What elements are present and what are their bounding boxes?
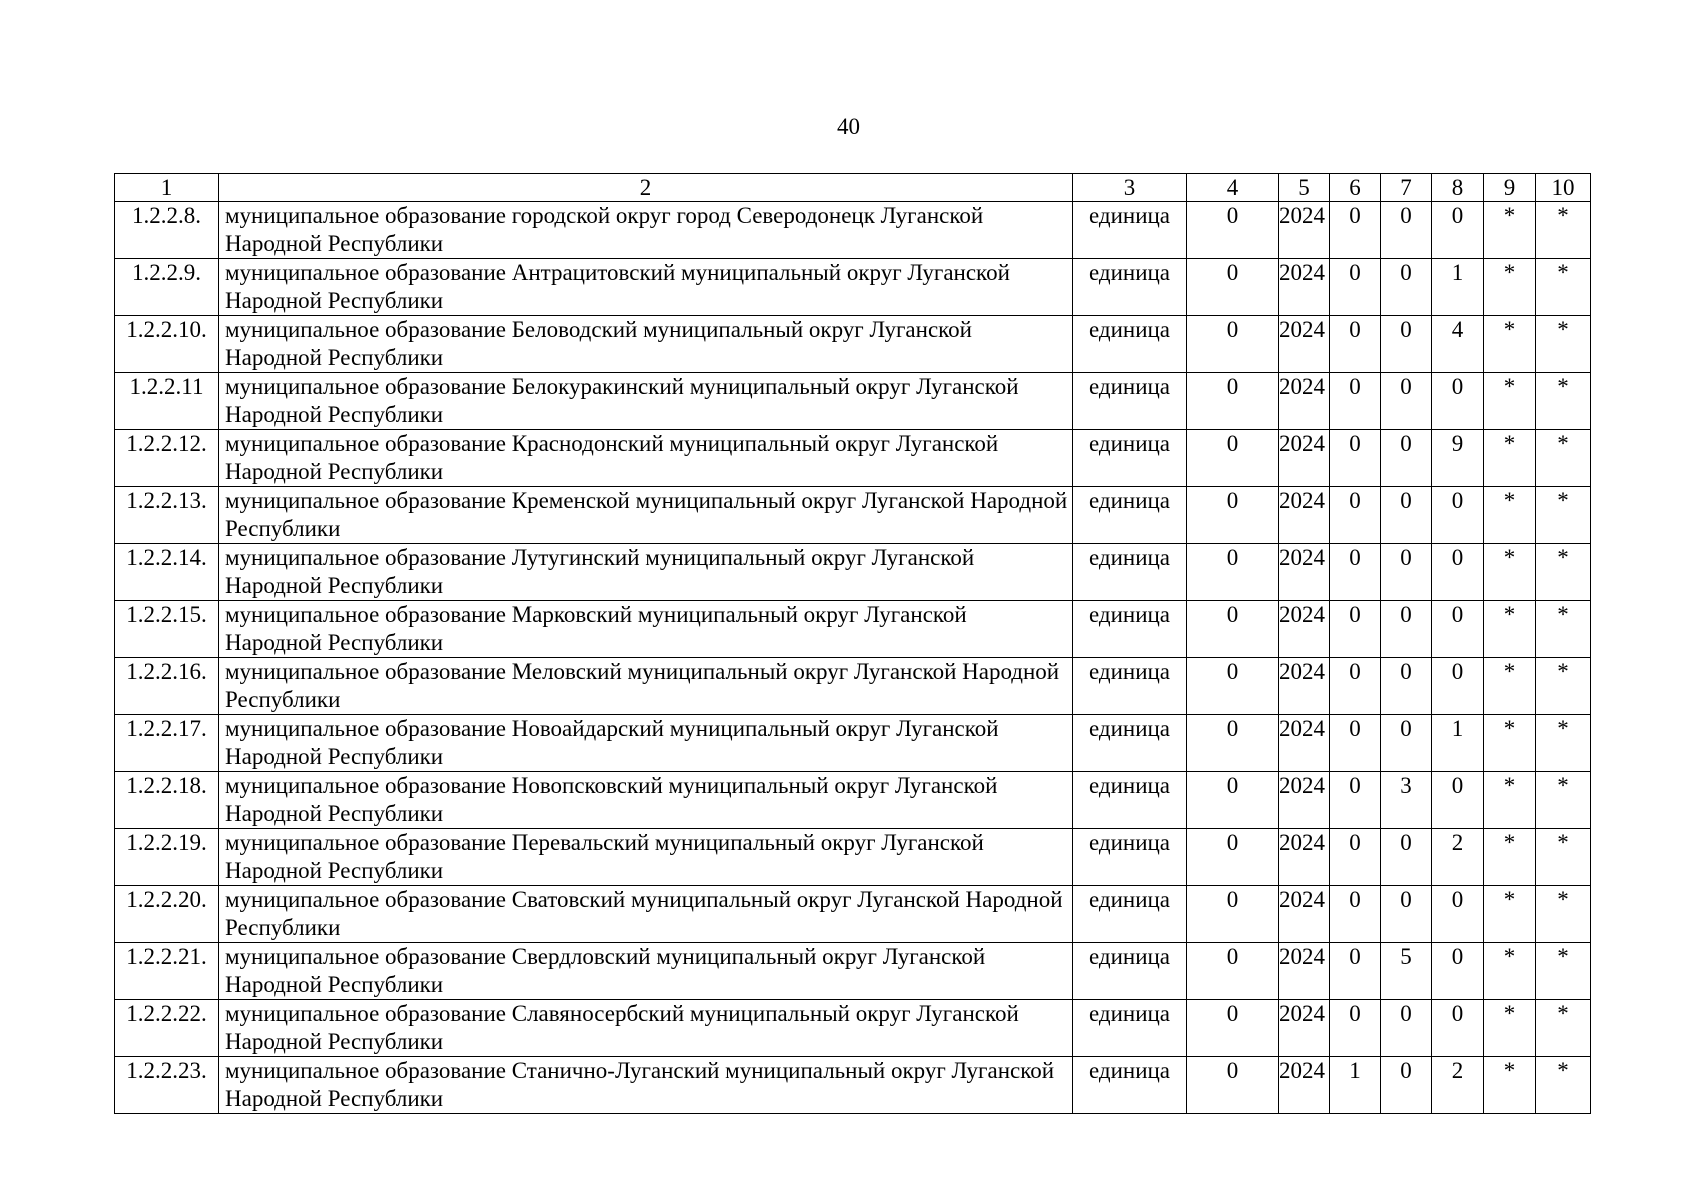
name-cell: муниципальное образование Новоайдарский муниципальный округ Луганской Народной Республики: [219, 715, 1073, 772]
code-cell: 1.2.2.9.: [115, 259, 219, 316]
unit-cell: единица: [1073, 487, 1187, 544]
base-value-cell: 0: [1187, 772, 1279, 829]
value-cell-10: *: [1536, 430, 1591, 487]
year-cell: 2024: [1279, 1057, 1330, 1114]
code-cell: 1.2.2.14.: [115, 544, 219, 601]
base-value-cell: 0: [1187, 430, 1279, 487]
value-cell-10: *: [1536, 373, 1591, 430]
value-cell-7: 0: [1381, 487, 1432, 544]
name-cell: муниципальное образование Белокуракинский муниципальный округ Луганской Народной Республики: [219, 373, 1073, 430]
code-cell: 1.2.2.8.: [115, 202, 219, 259]
base-value-cell: 0: [1187, 715, 1279, 772]
value-cell-6: 0: [1330, 601, 1381, 658]
value-cell-9: *: [1484, 772, 1536, 829]
value-cell-9: *: [1484, 430, 1536, 487]
code-cell: 1.2.2.20.: [115, 886, 219, 943]
code-cell: 1.2.2.15.: [115, 601, 219, 658]
value-cell-6: 0: [1330, 373, 1381, 430]
code-cell: 1.2.2.17.: [115, 715, 219, 772]
value-cell-10: *: [1536, 259, 1591, 316]
table-row: [115, 430, 1591, 487]
value-cell-10: *: [1536, 1057, 1591, 1114]
year-cell: 2024: [1279, 943, 1330, 1000]
base-value-cell: 0: [1187, 943, 1279, 1000]
value-cell-9: *: [1484, 316, 1536, 373]
value-cell-10: *: [1536, 772, 1591, 829]
value-cell-6: 0: [1330, 1000, 1381, 1057]
value-cell-9: *: [1484, 202, 1536, 259]
value-cell-9: *: [1484, 373, 1536, 430]
table-row: [115, 487, 1591, 544]
value-cell-7: 0: [1381, 715, 1432, 772]
value-cell-10: *: [1536, 601, 1591, 658]
table-row: [115, 886, 1591, 943]
value-cell-9: *: [1484, 1000, 1536, 1057]
base-value-cell: 0: [1187, 316, 1279, 373]
year-cell: 2024: [1279, 715, 1330, 772]
header-cell-8: 8: [1432, 174, 1484, 202]
unit-cell: единица: [1073, 373, 1187, 430]
value-cell-8: 4: [1432, 316, 1484, 373]
table-row: [115, 601, 1591, 658]
name-cell: муниципальное образование Перевальский муниципальный округ Луганской Народной Республики: [219, 829, 1073, 886]
year-cell: 2024: [1279, 259, 1330, 316]
year-cell: 2024: [1279, 1000, 1330, 1057]
unit-cell: единица: [1073, 1057, 1187, 1114]
year-cell: 2024: [1279, 373, 1330, 430]
code-cell: 1.2.2.21.: [115, 943, 219, 1000]
value-cell-6: 0: [1330, 316, 1381, 373]
header-row: [115, 174, 1591, 202]
value-cell-8: 0: [1432, 202, 1484, 259]
year-cell: 2024: [1279, 886, 1330, 943]
value-cell-7: 0: [1381, 1000, 1432, 1057]
base-value-cell: 0: [1187, 829, 1279, 886]
value-cell-7: 0: [1381, 544, 1432, 601]
value-cell-8: 0: [1432, 373, 1484, 430]
value-cell-9: *: [1484, 544, 1536, 601]
table-body: [115, 174, 1591, 1114]
unit-cell: единица: [1073, 1000, 1187, 1057]
name-cell: муниципальное образование Свердловский муниципальный округ Луганской Народной Республики: [219, 943, 1073, 1000]
value-cell-6: 0: [1330, 943, 1381, 1000]
name-cell: муниципальное образование Новопсковский муниципальный округ Луганской Народной Республики: [219, 772, 1073, 829]
table-row: [115, 316, 1591, 373]
table-row: [115, 1057, 1591, 1114]
value-cell-8: 1: [1432, 715, 1484, 772]
base-value-cell: 0: [1187, 1057, 1279, 1114]
name-cell: муниципальное образование Славяносербский муниципальный округ Луганской Народной Республики: [219, 1000, 1073, 1057]
value-cell-9: *: [1484, 829, 1536, 886]
name-cell: муниципальное образование Меловский муниципальный округ Луганской Народной Республики: [219, 658, 1073, 715]
value-cell-9: *: [1484, 259, 1536, 316]
value-cell-9: *: [1484, 1057, 1536, 1114]
table-row: [115, 373, 1591, 430]
value-cell-7: 0: [1381, 259, 1432, 316]
unit-cell: единица: [1073, 544, 1187, 601]
code-cell: 1.2.2.19.: [115, 829, 219, 886]
table-row: [115, 943, 1591, 1000]
value-cell-8: 0: [1432, 886, 1484, 943]
table-row: [115, 715, 1591, 772]
year-cell: 2024: [1279, 544, 1330, 601]
value-cell-8: 0: [1432, 658, 1484, 715]
value-cell-7: 0: [1381, 601, 1432, 658]
code-cell: 1.2.2.12.: [115, 430, 219, 487]
unit-cell: единица: [1073, 886, 1187, 943]
unit-cell: единица: [1073, 259, 1187, 316]
value-cell-8: 0: [1432, 1000, 1484, 1057]
value-cell-6: 0: [1330, 202, 1381, 259]
base-value-cell: 0: [1187, 487, 1279, 544]
unit-cell: единица: [1073, 430, 1187, 487]
name-cell: муниципальное образование Сватовский муниципальный округ Луганской Народной Республики: [219, 886, 1073, 943]
header-cell-4: 4: [1187, 174, 1279, 202]
value-cell-6: 0: [1330, 715, 1381, 772]
value-cell-6: 0: [1330, 430, 1381, 487]
unit-cell: единица: [1073, 601, 1187, 658]
code-cell: 1.2.2.23.: [115, 1057, 219, 1114]
value-cell-10: *: [1536, 316, 1591, 373]
value-cell-8: 9: [1432, 430, 1484, 487]
value-cell-9: *: [1484, 487, 1536, 544]
header-cell-10: 10: [1536, 174, 1591, 202]
value-cell-8: 0: [1432, 487, 1484, 544]
code-cell: 1.2.2.18.: [115, 772, 219, 829]
code-cell: 1.2.2.11: [115, 373, 219, 430]
value-cell-6: 0: [1330, 487, 1381, 544]
year-cell: 2024: [1279, 829, 1330, 886]
value-cell-9: *: [1484, 601, 1536, 658]
value-cell-7: 0: [1381, 886, 1432, 943]
value-cell-10: *: [1536, 1000, 1591, 1057]
base-value-cell: 0: [1187, 259, 1279, 316]
value-cell-8: 0: [1432, 943, 1484, 1000]
value-cell-7: 0: [1381, 1057, 1432, 1114]
base-value-cell: 0: [1187, 601, 1279, 658]
value-cell-10: *: [1536, 943, 1591, 1000]
value-cell-8: 2: [1432, 1057, 1484, 1114]
value-cell-6: 1: [1330, 1057, 1381, 1114]
year-cell: 2024: [1279, 658, 1330, 715]
value-cell-9: *: [1484, 943, 1536, 1000]
name-cell: муниципальное образование Краснодонский муниципальный округ Луганской Народной Республики: [219, 430, 1073, 487]
value-cell-10: *: [1536, 487, 1591, 544]
year-cell: 2024: [1279, 601, 1330, 658]
value-cell-7: 0: [1381, 829, 1432, 886]
header-cell-9: 9: [1484, 174, 1536, 202]
value-cell-10: *: [1536, 202, 1591, 259]
year-cell: 2024: [1279, 316, 1330, 373]
page-number: 40: [837, 114, 860, 139]
value-cell-6: 0: [1330, 544, 1381, 601]
name-cell: муниципальное образование Лутугинский муниципальный округ Луганской Народной Республики: [219, 544, 1073, 601]
base-value-cell: 0: [1187, 658, 1279, 715]
value-cell-6: 0: [1330, 658, 1381, 715]
name-cell: муниципальное образование городской округ город Северодонецк Луганской Народной Республики: [219, 202, 1073, 259]
name-cell: муниципальное образование Станично-Луганский муниципальный округ Луганской Народной Республики: [219, 1057, 1073, 1114]
value-cell-7: 0: [1381, 658, 1432, 715]
unit-cell: единица: [1073, 715, 1187, 772]
table-row: [115, 202, 1591, 259]
value-cell-9: *: [1484, 886, 1536, 943]
header-cell-6: 6: [1330, 174, 1381, 202]
value-cell-8: 0: [1432, 772, 1484, 829]
value-cell-10: *: [1536, 544, 1591, 601]
value-cell-8: 0: [1432, 601, 1484, 658]
value-cell-7: 0: [1381, 373, 1432, 430]
value-cell-7: 0: [1381, 316, 1432, 373]
value-cell-8: 2: [1432, 829, 1484, 886]
name-cell: муниципальное образование Антрацитовский муниципальный округ Луганской Народной Республики: [219, 259, 1073, 316]
base-value-cell: 0: [1187, 886, 1279, 943]
code-cell: 1.2.2.13.: [115, 487, 219, 544]
value-cell-7: 0: [1381, 430, 1432, 487]
code-cell: 1.2.2.10.: [115, 316, 219, 373]
table-row: [115, 829, 1591, 886]
header-cell-2: 2: [219, 174, 1073, 202]
header-cell-5: 5: [1279, 174, 1330, 202]
code-cell: 1.2.2.16.: [115, 658, 219, 715]
value-cell-9: *: [1484, 715, 1536, 772]
value-cell-6: 0: [1330, 886, 1381, 943]
value-cell-10: *: [1536, 829, 1591, 886]
unit-cell: единица: [1073, 316, 1187, 373]
table-row: [115, 259, 1591, 316]
value-cell-6: 0: [1330, 772, 1381, 829]
indicator-table: [114, 173, 1591, 1114]
table-row: [115, 1000, 1591, 1057]
year-cell: 2024: [1279, 430, 1330, 487]
year-cell: 2024: [1279, 202, 1330, 259]
code-cell: 1.2.2.22.: [115, 1000, 219, 1057]
unit-cell: единица: [1073, 829, 1187, 886]
base-value-cell: 0: [1187, 1000, 1279, 1057]
base-value-cell: 0: [1187, 373, 1279, 430]
name-cell: муниципальное образование Кременской муниципальный округ Луганской Народной Республики: [219, 487, 1073, 544]
value-cell-10: *: [1536, 658, 1591, 715]
value-cell-7: 5: [1381, 943, 1432, 1000]
value-cell-10: *: [1536, 886, 1591, 943]
table-row: [115, 544, 1591, 601]
table-row: [115, 658, 1591, 715]
name-cell: муниципальное образование Беловодский муниципальный округ Луганской Народной Республики: [219, 316, 1073, 373]
header-cell-7: 7: [1381, 174, 1432, 202]
value-cell-7: 3: [1381, 772, 1432, 829]
value-cell-9: *: [1484, 658, 1536, 715]
base-value-cell: 0: [1187, 544, 1279, 601]
unit-cell: единица: [1073, 943, 1187, 1000]
unit-cell: единица: [1073, 202, 1187, 259]
value-cell-6: 0: [1330, 259, 1381, 316]
header-cell-1: 1: [115, 174, 219, 202]
header-cell-3: 3: [1073, 174, 1187, 202]
table-row: [115, 772, 1591, 829]
value-cell-8: 0: [1432, 544, 1484, 601]
value-cell-7: 0: [1381, 202, 1432, 259]
base-value-cell: 0: [1187, 202, 1279, 259]
year-cell: 2024: [1279, 772, 1330, 829]
unit-cell: единица: [1073, 772, 1187, 829]
value-cell-6: 0: [1330, 829, 1381, 886]
value-cell-8: 1: [1432, 259, 1484, 316]
name-cell: муниципальное образование Марковский муниципальный округ Луганской Народной Республики: [219, 601, 1073, 658]
year-cell: 2024: [1279, 487, 1330, 544]
unit-cell: единица: [1073, 658, 1187, 715]
value-cell-10: *: [1536, 715, 1591, 772]
